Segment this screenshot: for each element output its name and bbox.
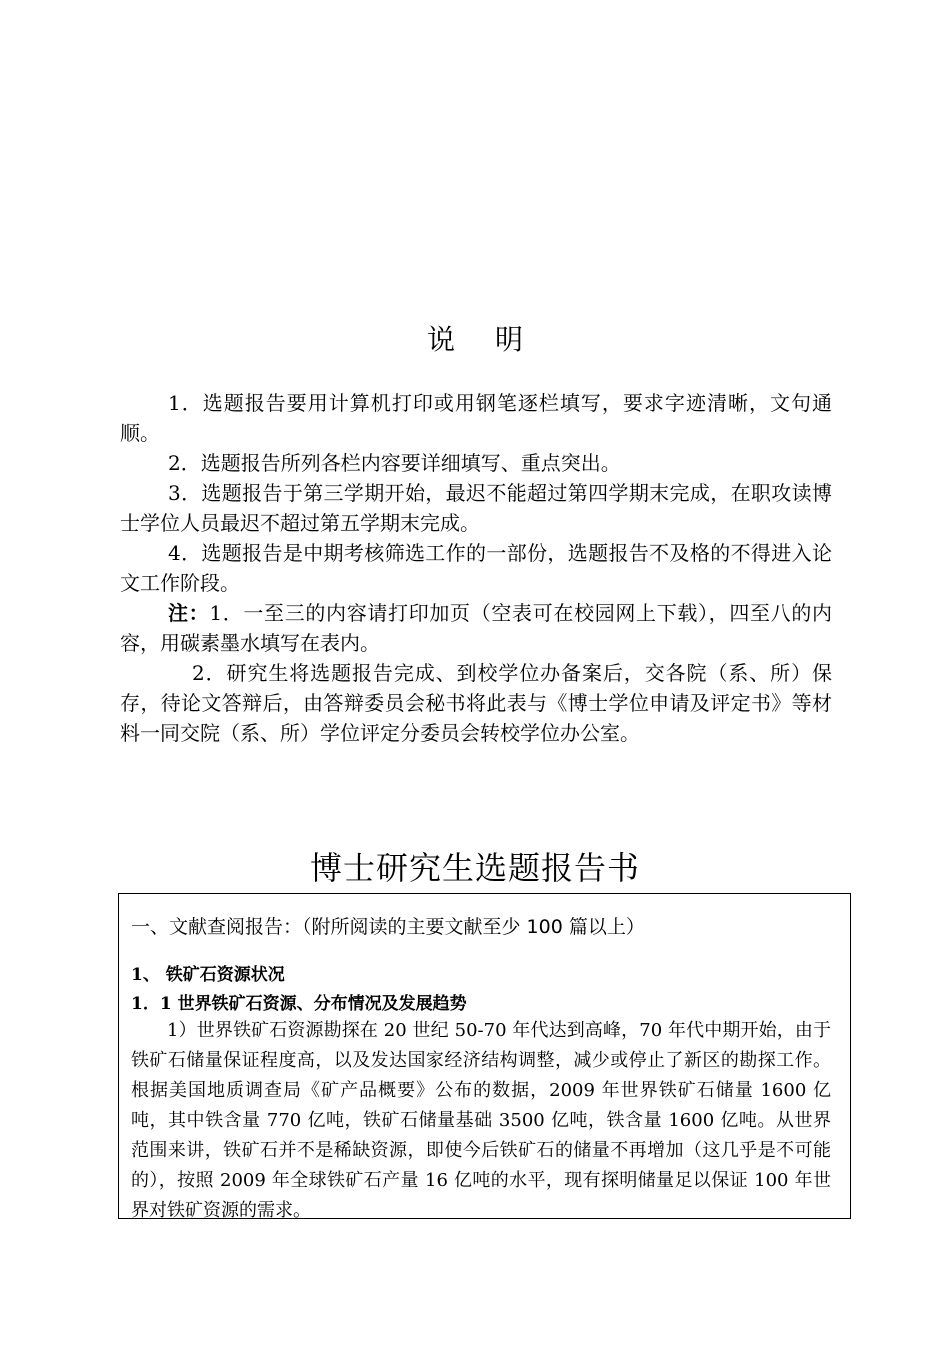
instruction-item-3: 3．选题报告于第三学期开始，最迟不能超过第四学期末完成，在职攻读博士学位人员最迟不超过第五学期末完成。 [120,481,832,535]
note-label: 注： [168,601,210,625]
note-1 [120,598,832,658]
note-1-text: 1．一至三的内容请打印加页（空表可在校园网上下载），四至八的内容，用碳素墨水填写在表内。 [120,601,833,655]
section-heading: 一、文献查阅报告：（附所阅读的主要文献至少 100 篇以上） [131,916,645,938]
instructions-title: 说明 [426,323,563,356]
note-2: 2．研究生将选题报告完成、到校学位办备案后，交各院（系、所）保存，待论文答辩后，由答辩委员会秘书将此表与《博士学位申请及评定书》等材料一同交院（系、所）学位评定分委员会转校学位办公室。 [120,661,832,745]
body-paragraph: 1）世界铁矿石资源勘探在 20 世纪 50-70 年代达到高峰，70 年代中期开始，由于铁矿石储量保证程度高，以及发达国家经济结构调整，减少或停止了新区的勘探工作。根据美国地质调查局《矿产品概要》公布的数据，2009 年世界铁矿石储量 1600 亿吨，其中铁含量 770 亿吨，铁矿石储量基础 3500 亿吨，铁含量 1600 亿吨。从世界范围来讲，铁矿石并不是稀缺资源，即使今后铁矿石的储量不再增加（这几乎是不可能的），按照 2009 年全球铁矿石产量 16 亿吨的水平，现有探明储量足以保证 100 年世界对铁矿资源的需求。 [131,1020,831,1221]
instruction-item-1: 1．选题报告要用计算机打印或用钢笔逐栏填写，要求字迹清晰，文句通顺。 [120,391,832,445]
subsection-heading-1: 1、 铁矿石资源状况 [131,965,285,985]
subsection-heading-1-1: 1．1 世界铁矿石资源、分布情况及发展趋势 [131,994,467,1014]
literature-review-box [118,893,851,1219]
instruction-item-4: 4．选题报告是中期考核筛选工作的一部份，选题报告不及格的不得进入论文工作阶段。 [120,541,832,595]
instructions-body [120,388,832,748]
instruction-item-2: 2．选题报告所列各栏内容要详细填写、重点突出。 [168,451,621,475]
report-title: 博士研究生选题报告书 [309,849,640,887]
